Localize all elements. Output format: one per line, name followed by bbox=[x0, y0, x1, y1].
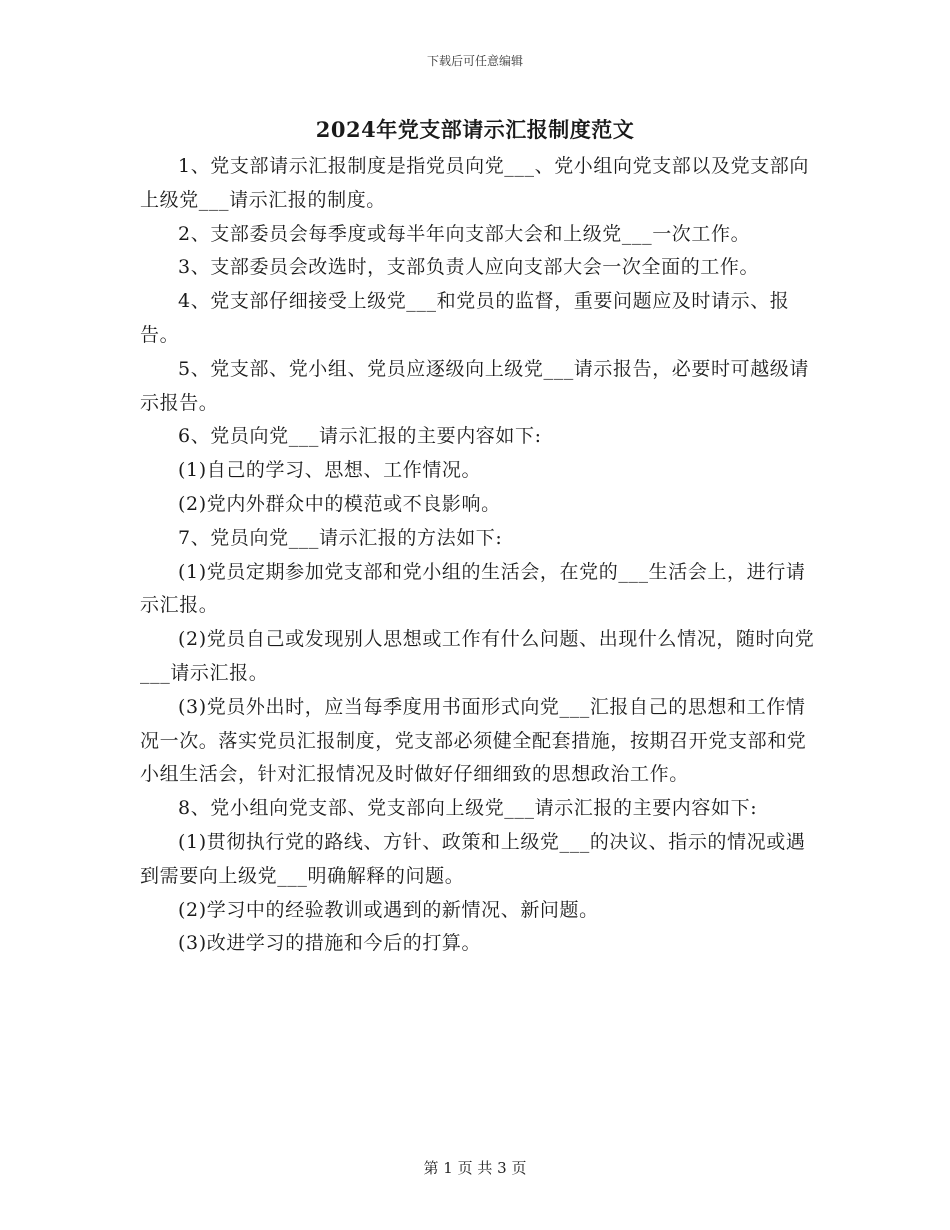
paragraph-7-item-3: (3)党员外出时，应当每季度用书面形式向党___汇报自己的思想和工作情况一次。落实党员汇报制度，党支部必须健全配套措施，按期召开党支部和党小组生活会，针对汇报情况及时做好仔细细致的思想政治工作。 bbox=[140, 695, 807, 786]
page-footer: 第 1 页 共 3 页 bbox=[423, 1159, 527, 1177]
paragraph-8-item-2: (2)学习中的经验教训或遇到的新情况、新问题。 bbox=[178, 898, 599, 921]
paragraph-2: 2、支部委员会每季度或每半年向支部大会和上级党___一次工作。 bbox=[178, 222, 751, 245]
paragraph-6-item-1: (1)自己的学习、思想、工作情况。 bbox=[178, 459, 482, 482]
paragraph-8: 8、党小组向党支部、党支部向上级党___请示汇报的主要内容如下: bbox=[178, 797, 758, 820]
header-note: 下载后可任意编辑 bbox=[426, 54, 523, 68]
paragraph-4: 4、党支部仔细接受上级党___和党员的监督，重要问题应及时请示、报告。 bbox=[140, 290, 790, 346]
paragraph-8-item-3: (3)改进学习的措施和今后的打算。 bbox=[178, 932, 482, 955]
paragraph-3: 3、支部委员会改选时，支部负责人应向支部大会一次全面的工作。 bbox=[178, 256, 760, 279]
document-title: 2024年党支部请示汇报制度范文 bbox=[315, 117, 635, 142]
paragraph-1: 1、党支部请示汇报制度是指党员向党___、党小组向党支部以及党支部向上级党___请示汇报的制度。 bbox=[140, 155, 809, 211]
paragraph-7-item-1: (1)党员定期参加党支部和党小组的生活会，在党的___生活会上，进行请示汇报。 bbox=[140, 560, 806, 617]
document-body bbox=[140, 150, 820, 961]
paragraph-6: 6、党员向党___请示汇报的主要内容如下: bbox=[178, 425, 542, 448]
paragraph-8-item-1: (1)贯彻执行党的路线、方针、政策和上级党___的决议、指示的情况或遇到需要向上级党___明确解释的问题。 bbox=[140, 830, 806, 887]
paragraph-6-item-2: (2)党内外群众中的模范或不良影响。 bbox=[178, 492, 501, 515]
paragraph-7: 7、党员向党___请示汇报的方法如下: bbox=[178, 526, 503, 549]
paragraph-5: 5、党支部、党小组、党员应逐级向上级党___请示报告，必要时可越级请示报告。 bbox=[140, 357, 809, 414]
paragraph-7-item-2: (2)党员自己或发现别人思想或工作有什么问题、出现什么情况，随时向党___请示汇报。 bbox=[140, 628, 815, 684]
